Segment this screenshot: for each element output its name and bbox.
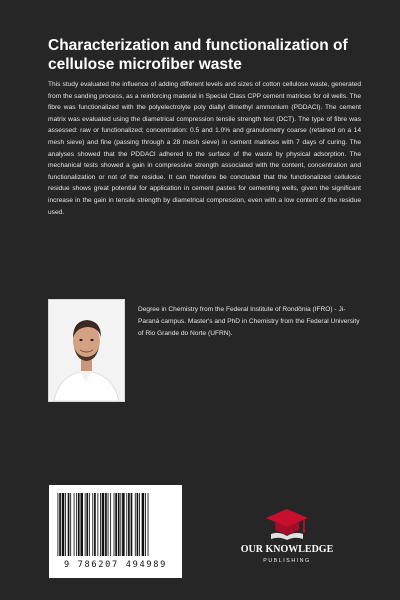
barcode-bar (80, 493, 83, 556)
barcode-bar (122, 493, 125, 556)
barcode-bar (142, 493, 145, 556)
barcode-bar (108, 493, 109, 556)
barcode-bar (59, 493, 61, 556)
barcode-bar (148, 493, 149, 556)
barcode-bar (70, 493, 71, 556)
barcode-icon (57, 493, 174, 556)
barcode-bar (94, 493, 96, 556)
barcode-bar (114, 493, 115, 556)
barcode-bar (62, 493, 65, 556)
barcode-bar (126, 493, 127, 556)
barcode-bar (97, 493, 98, 556)
barcode-bar (139, 493, 140, 556)
barcode-bar (128, 493, 130, 556)
barcode-bar (58, 493, 59, 556)
graduation-cap-book-icon (265, 508, 309, 540)
publisher-logo-block (232, 508, 342, 570)
barcode-bar (102, 493, 105, 556)
barcode-bar (137, 493, 139, 556)
publisher-subtitle: PUBLISHING (263, 558, 311, 564)
barcode-bar (110, 493, 111, 556)
barcode-bar (89, 493, 90, 556)
barcode-bar (74, 493, 75, 556)
barcode-bar (65, 493, 66, 556)
barcode-bar (115, 493, 117, 556)
isbn-digits: 9 786207 494989 (63, 560, 168, 570)
barcode-bar (78, 493, 80, 556)
barcode-bar (85, 493, 86, 556)
barcode-bar (118, 493, 120, 556)
barcode-bar (92, 493, 93, 556)
barcode-bar (145, 493, 146, 556)
isbn-barcode (49, 485, 182, 578)
author-bio: Degree in Chemistry from the Federal Institute of Rondônia (IFRO) - Ji-Paraná campus. Master's and PhD in Chemistry from the Federal University of Rio Grande do Norte (UFRN). (138, 306, 360, 337)
barcode-bar (68, 493, 70, 556)
barcode-bar (86, 493, 88, 556)
publisher-name: OUR KNOWLEDGE (240, 544, 334, 555)
barcode-bar (76, 493, 77, 556)
barcode-bar (131, 493, 133, 556)
author-photo (48, 299, 125, 402)
barcode-bar (105, 493, 107, 556)
barcode-bar (100, 493, 101, 556)
barcode-bar (135, 493, 136, 556)
barcode-bar (120, 493, 121, 556)
book-abstract: This study evaluated the influence of adding different levels and sizes of cotton cellulose waste, generated from the sanding process, as a reinforcing material in Special Class CPP cement matrices for oil wells. The fibre was functionalized with the polyelectrolyte poly diallyl dimethyl ammonium (PDDACl). The cement matrix was evaluated using the diametrical compression tensile strength test (DCT). The type of fibre was assessed: raw or functionalized; concentration: 0.5 and 1.0% and granulometry coarse (retained on a 14 mesh sieve) and fine (passing through a 28 mesh sieve) in cement matrices with 7 days of curing. The analyses showed that the PDDACl adhered to the surface of the waste by physical adsorption. The mechanical tests showed a gain in compressive strength associated with the content, concentration and functionalization or not of the residue. It can therefore be concluded that the functionalized cellulosic residue shows great potential for application in cement pastes for cementing wells, given the significant increase in the gain in tensile strength by diametrical compression, even with a low content of the residue used. (48, 81, 361, 216)
book-title: Characterization and functionalization of cellulose microfiber waste (48, 37, 348, 73)
author-portrait-icon (49, 300, 124, 401)
